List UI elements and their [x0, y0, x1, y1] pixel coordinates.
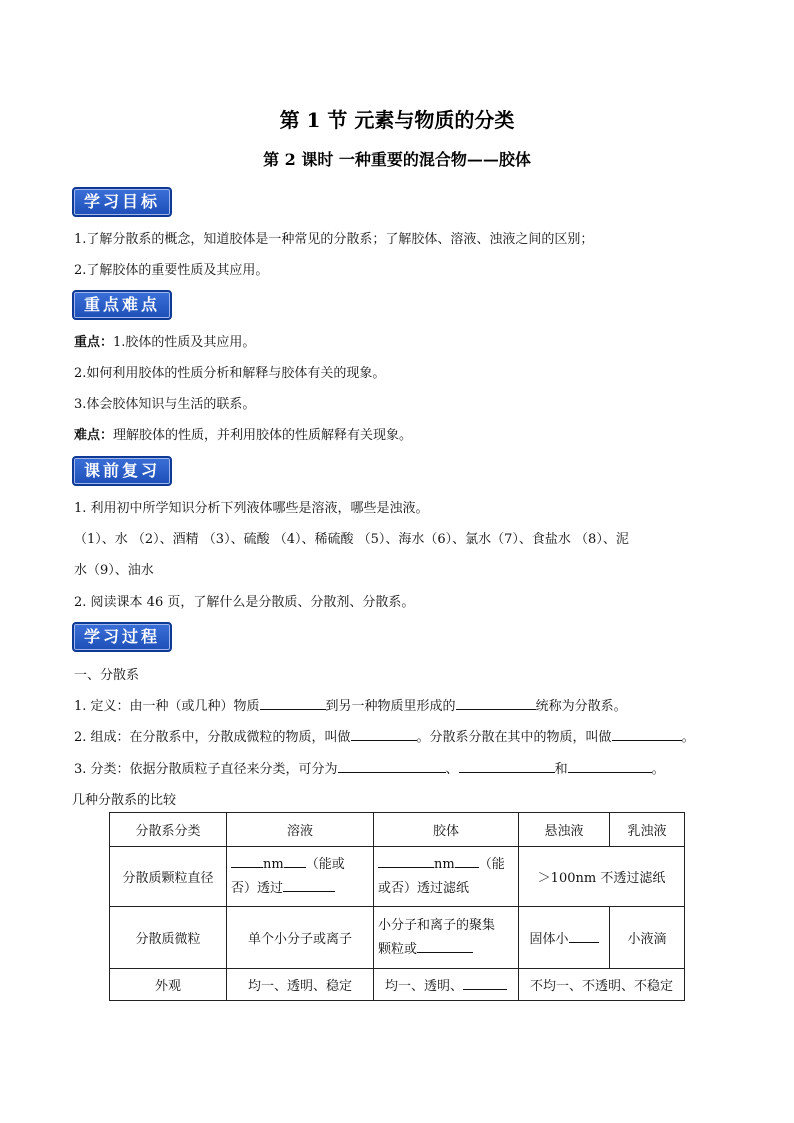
process-badge: 学习过程 [72, 622, 172, 652]
solution-filter-blank[interactable] [283, 879, 335, 892]
cell-text: （能或 [305, 856, 345, 872]
cell-text: 固体小 [529, 932, 569, 947]
dispersion-comparison-table [109, 812, 685, 1001]
emulsion-particle-cell: 小液滴 [610, 907, 685, 969]
classification-text-d: 。 [651, 762, 665, 777]
liquid-list-line-2: 水（9）、油水 [74, 563, 154, 578]
composition-line [74, 726, 695, 745]
goal-item-2: 2.了解胶体的重要性质及其应用。 [74, 263, 269, 278]
cell-text: 否）透过 [231, 880, 284, 896]
table-row [110, 969, 685, 1001]
section-title: 第 1 节 元素与物质的分类 [279, 108, 515, 132]
goals-badge: 学习目标 [72, 187, 172, 217]
keys-badge: 重点难点 [72, 290, 172, 320]
goal-item-1: 1.了解分散系的概念，知道胶体是一种常见的分散系；了解胶体、溶液、浊液之间的区别； [74, 232, 594, 247]
colloid-particle-blank[interactable] [417, 940, 473, 953]
solution-size-cell [227, 847, 374, 907]
key-label: 重点： [74, 335, 114, 350]
row-label: 外观 [110, 969, 227, 1001]
unit-text: nm [434, 856, 455, 872]
suspension-appearance-cell: 不均一、不透明、不稳定 [519, 969, 685, 1001]
cell-text: 均一、透明、 [384, 979, 463, 994]
review-question-1: 1. 利用初中所学知识分析下列液体哪些是溶液，哪些是浊液。 [74, 501, 429, 516]
suspension-size-cell: ＞100nm 不透过滤纸 [519, 847, 685, 907]
difficulty-label: 难点： [74, 428, 114, 443]
liquid-list-line-1: （1）、水 （2）、酒精 （3）、硫酸 （4）、稀硫酸 （5）、海水（6）、氯水（7）、食盐水 （8）、泥 [74, 532, 629, 547]
colloid-can-blank[interactable] [455, 855, 479, 868]
header-cell: 胶体 [374, 813, 519, 847]
colloid-appearance-cell [374, 969, 519, 1001]
definition-blank-2[interactable] [456, 697, 536, 710]
definition-text-a: 1. 定义：由一种（或几种）物质 [74, 699, 260, 714]
classification-text-a: 3. 分类：依据分散质粒子直径来分类，可分为 [74, 762, 338, 777]
classification-text-b: 、 [445, 762, 459, 777]
process-heading: 一、分散系 [74, 668, 140, 683]
difficulty-line [74, 424, 412, 443]
solution-can-blank[interactable] [284, 855, 306, 868]
table-row [110, 907, 685, 969]
definition-text-b: 到另一种物质里形成的 [325, 699, 456, 714]
composition-text-c: 。 [681, 730, 695, 745]
solution-particle-cell: 单个小分子或离子 [227, 907, 374, 969]
table-row [110, 847, 685, 907]
composition-blank-2[interactable] [612, 728, 682, 741]
colloid-appearance-blank[interactable] [463, 977, 507, 990]
header-cell: 分散系分类 [110, 813, 227, 847]
header-cell: 乳浊液 [610, 813, 685, 847]
table-caption: 几种分散系的比较 [72, 793, 177, 808]
definition-line [74, 695, 627, 714]
header-cell: 溶液 [227, 813, 374, 847]
composition-text-b: 。分散系分散在其中的物质，叫做 [416, 730, 612, 745]
difficulty-text: 理解胶体的性质，并利用胶体的性质解释有关现象。 [113, 428, 413, 443]
colloid-size-cell [374, 847, 519, 907]
key-point-3: 3.体会胶体知识与生活的联系。 [74, 397, 256, 412]
table-header-row [110, 813, 685, 847]
composition-text-a: 2. 组成：在分散系中，分散成微粒的物质，叫做 [74, 730, 351, 745]
header-cell: 悬浊液 [519, 813, 610, 847]
solution-appearance-cell: 均一、透明、稳定 [227, 969, 374, 1001]
review-question-2: 2. 阅读课本 46 页，了解什么是分散质、分散剂、分散系。 [74, 595, 415, 610]
definition-text-c: 统称为分散系。 [535, 699, 627, 714]
classification-blank-2[interactable] [459, 760, 555, 773]
unit-text: nm [263, 856, 284, 872]
solution-size-blank[interactable] [231, 855, 263, 868]
key-point-1 [74, 331, 255, 350]
key-point-2: 2.如何利用胶体的性质分析和解释与胶体有关的现象。 [74, 366, 386, 381]
classification-blank-1[interactable] [338, 760, 446, 773]
classification-blank-3[interactable] [568, 760, 652, 773]
cell-text: （能 [478, 856, 505, 872]
key-text-1: 1.胶体的性质及其应用。 [113, 335, 256, 350]
suspension-particle-cell [519, 907, 610, 969]
cell-text: 小分子和离子的聚集 [378, 917, 496, 933]
colloid-particle-cell [374, 907, 519, 969]
review-badge: 课前复习 [72, 456, 172, 486]
lesson-subtitle: 第 2 课时 一种重要的混合物——胶体 [263, 150, 531, 169]
cell-text: 颗粒或 [378, 941, 418, 957]
classification-text-c: 和 [554, 762, 568, 777]
cell-text: 或否）透过滤纸 [378, 880, 470, 896]
colloid-size-blank[interactable] [378, 855, 434, 868]
classification-line [74, 758, 665, 777]
row-label: 分散质颗粒直径 [110, 847, 227, 907]
definition-blank-1[interactable] [260, 697, 326, 710]
composition-blank-1[interactable] [351, 728, 417, 741]
suspension-particle-blank[interactable] [569, 930, 599, 943]
row-label: 分散质微粒 [110, 907, 227, 969]
